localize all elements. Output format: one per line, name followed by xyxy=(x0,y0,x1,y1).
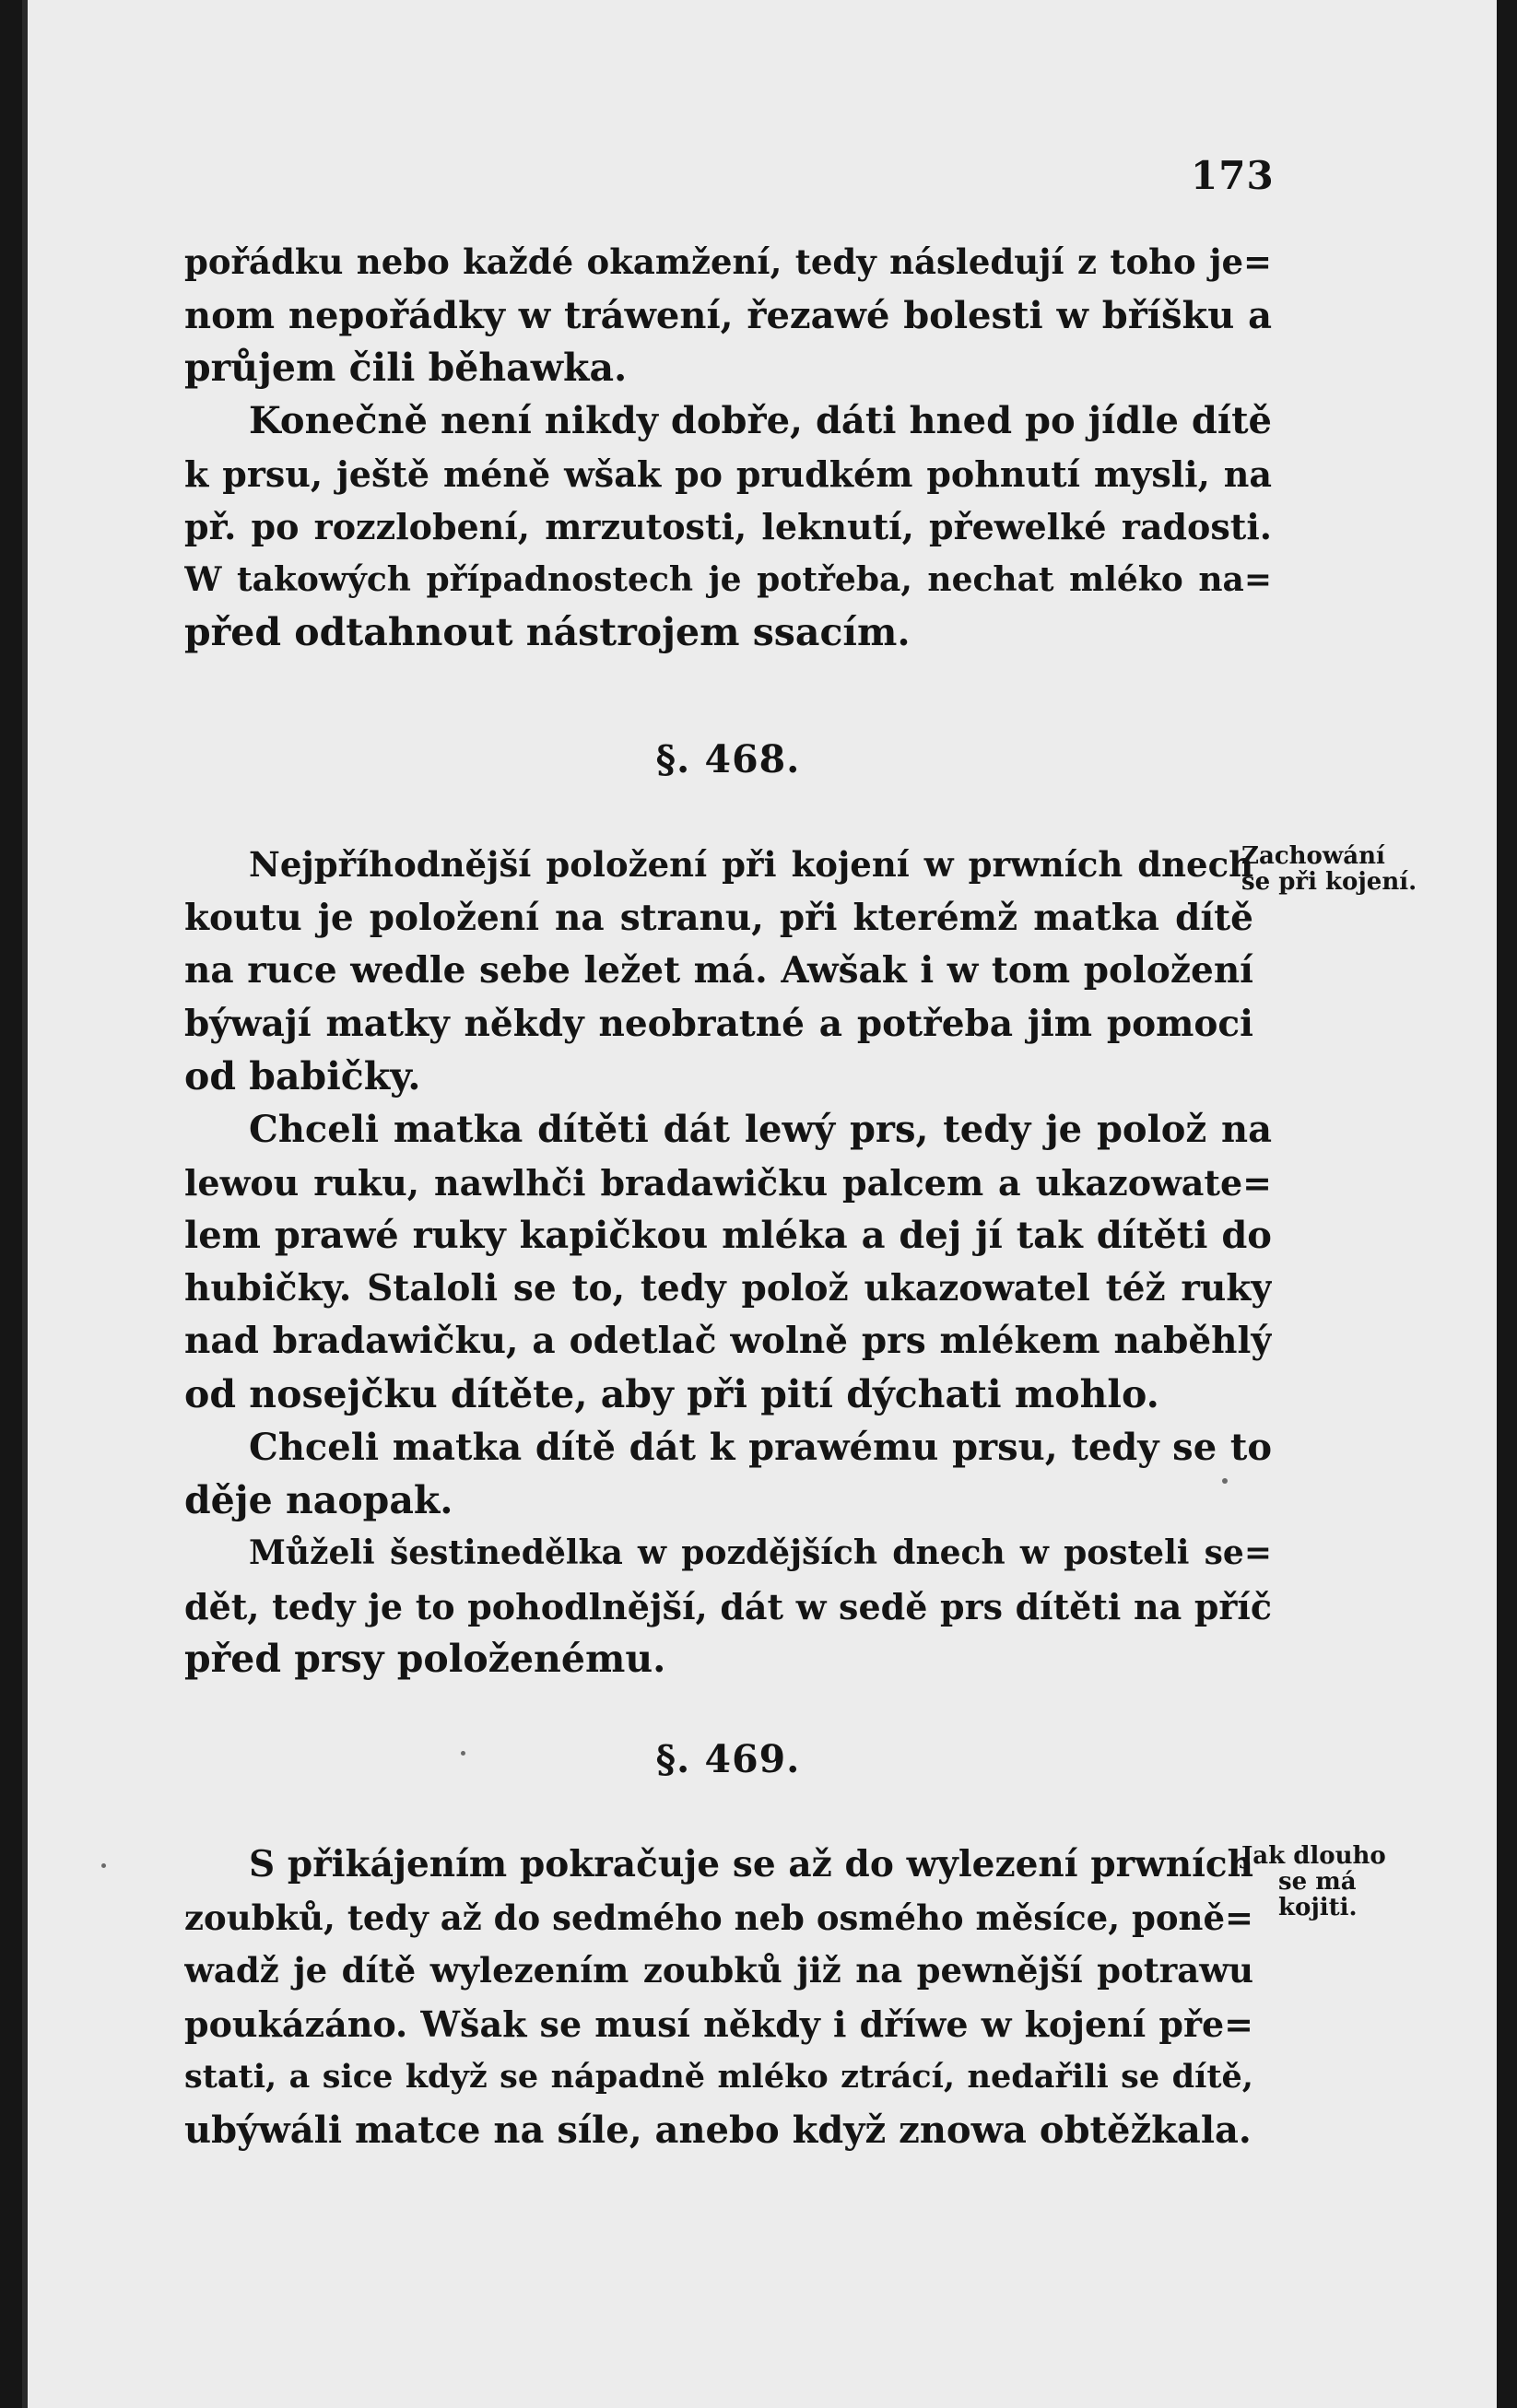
text-line: nom nepořádky w tráwení, řezawé bolesti w bříšku a xyxy=(184,293,1272,337)
text-line: k prsu, ještě méně wšak po prudkém pohnutí mysli, na xyxy=(184,452,1272,495)
paragraph-continuation xyxy=(184,236,1272,395)
margin-note-line: se má xyxy=(1278,1868,1357,1896)
text-line: děje naopak. xyxy=(184,1477,453,1522)
paragraph-468-2 xyxy=(184,1103,1272,1421)
margin-note-line: se při kojení. xyxy=(1241,868,1417,896)
text-line: ubýwáli matce na síle, anebo když znowa obtěžkala. xyxy=(184,2108,1252,2152)
text-line: Můželi šestinedělka w pozdějších dnech w posteli se= xyxy=(249,1533,1272,1572)
text-line: před prsy položenému. xyxy=(184,1637,666,1681)
margin-note-line: Zachowání xyxy=(1241,842,1385,870)
text-line: př. po rozzlobení, mrzutosti, leknutí, přewelké radosti. xyxy=(184,506,1272,547)
text-line: zoubků, tedy až do sedmého neb osmého měsíce, poně= xyxy=(184,1897,1253,1938)
paragraph-468-1 xyxy=(184,839,1253,1104)
text-line: lewou ruku, nawlhči bradawičku palcem a ukazowate= xyxy=(184,1161,1272,1204)
paragraph-konecne xyxy=(184,394,1272,660)
text-line: stati, a sice když se nápadně mléko ztrácí, nedařili se dítě, xyxy=(184,2058,1253,2096)
scan-speck xyxy=(461,1751,465,1756)
text-line: pořádku nebo každé okamžení, tedy následují z toho je= xyxy=(184,241,1272,282)
text-line: Chceli matka dítěti dát lewý prs, tedy je polož na xyxy=(249,1108,1272,1151)
paragraph-468-4 xyxy=(184,1527,1272,1686)
book-page xyxy=(22,0,1497,2408)
page-number: 173 xyxy=(1191,153,1275,198)
text-line: S přikájením pokračuje se až do wylezení prwních xyxy=(249,1843,1253,1885)
text-line: před odtahnout nástrojem ssacím. xyxy=(184,610,911,654)
text-line: Konečně není nikdy dobře, dáti hned po jídle dítě xyxy=(249,399,1272,442)
text-line: hubičky. Staloli se to, tedy polož ukazowatel též ruky xyxy=(184,1266,1272,1310)
margin-note-468 xyxy=(1241,843,1417,895)
text-line: Nejpříhodnější položení při kojení w prwních dnech xyxy=(249,844,1253,885)
text-line: nad bradawičku, a odetlač wolně prs mlékem naběhlý xyxy=(184,1320,1272,1362)
text-line: průjem čili běhawka. xyxy=(184,346,628,390)
text-line: koutu je položení na stranu, při kterémž matka dítě xyxy=(184,896,1253,939)
text-line: Chceli matka dítě dát k prawému prsu, tedy se to xyxy=(249,1426,1272,1469)
margin-note-line: kojiti. xyxy=(1278,1894,1358,1921)
text-line: od babičky. xyxy=(184,1054,421,1098)
text-line: býwají matky někdy neobratné a potřeba jim pomoci xyxy=(184,1002,1253,1045)
section-heading-468: §. 468. xyxy=(655,737,801,781)
text-line: W takowých případnostech je potřeba, nechat mléko na= xyxy=(184,559,1272,599)
text-line: poukázáno. Wšak se musí někdy i dříwe w kojení pře= xyxy=(184,2003,1253,2045)
page-edge xyxy=(22,0,28,2408)
paragraph-468-3 xyxy=(184,1421,1272,1527)
paragraph-469-1 xyxy=(184,1838,1253,2156)
text-line: na ruce wedle sebe ležet má. Awšak i w tom položení xyxy=(184,949,1253,992)
section-heading-469: §. 469. xyxy=(655,1737,801,1781)
scan-speck xyxy=(101,1863,106,1868)
text-line: lem prawé ruky kapičkou mléka a dej jí tak dítěti do xyxy=(184,1214,1272,1257)
margin-note-line: Jak dlouho xyxy=(1241,1842,1386,1870)
text-line: dět, tedy je to pohodlnější, dát w sedě prs dítěti na příč xyxy=(184,1585,1272,1627)
scan-speck xyxy=(1222,1478,1228,1484)
text-line: od nosejčku dítěte, aby při pití dýchati mohlo. xyxy=(184,1371,1159,1416)
margin-note-469 xyxy=(1241,1843,1386,1921)
text-line: wadž je dítě wylezením zoubků již na pewnější potrawu xyxy=(184,1950,1253,1991)
